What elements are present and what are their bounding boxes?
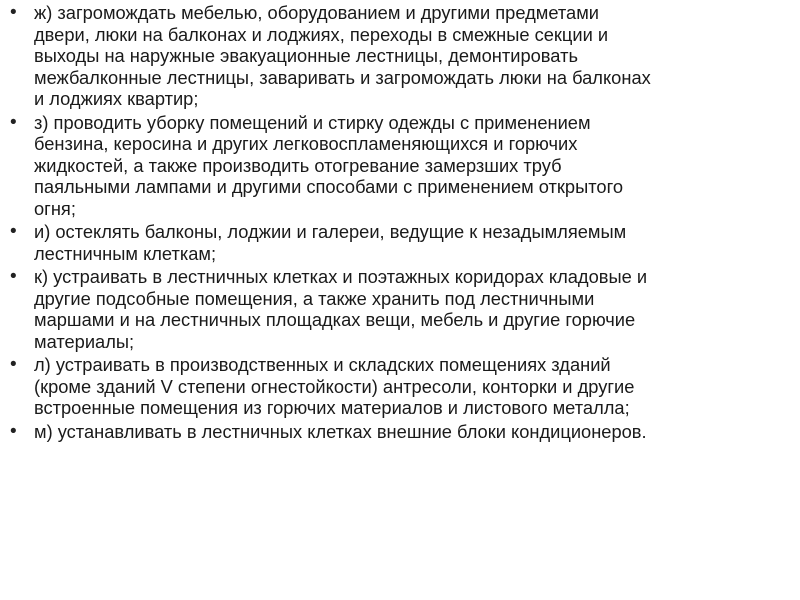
text-line: к) устраивать в лестничных клетках и поэтажных коридорах кладовые и xyxy=(34,266,648,287)
bullet-icon: • xyxy=(10,266,17,287)
text-line: ж) загромождать мебелью, оборудованием и другими предметами xyxy=(34,2,600,23)
text-line: встроенные помещения из горючих материалов и листового металла; xyxy=(34,397,630,418)
bullet-icon: • xyxy=(10,111,17,133)
text-line: жидкостей, а также производить отогревание замерзших труб xyxy=(34,154,562,176)
list-item-text xyxy=(34,421,796,443)
list-item-zh xyxy=(10,2,796,110)
text-line: и лоджиях квартир; xyxy=(34,88,199,109)
text-line: лестничным клеткам; xyxy=(34,242,217,264)
text-line: бензина, керосина и других легковоспламеняющихся и горючих xyxy=(34,133,578,154)
text-line: и) остеклять балконы, лоджии и галереи, ведущие к незадымляемым xyxy=(34,221,627,242)
text-line: м) устанавливать в лестничных клетках внешние блоки кондиционеров. xyxy=(34,420,647,442)
bullet-list xyxy=(10,2,796,444)
text-line: л) устраивать в производственных и складских помещениях зданий xyxy=(34,354,611,375)
list-item-text xyxy=(34,112,796,220)
text-line: огня; xyxy=(34,197,76,219)
text-line: маршами и на лестничных площадках вещи, мебель и другие горючие xyxy=(34,309,636,330)
bullet-icon: • xyxy=(10,354,17,375)
list-item-text xyxy=(34,2,796,110)
text-line: паяльными лампами и другими способами с применением открытого xyxy=(34,176,624,197)
bullet-icon: • xyxy=(10,2,17,23)
text-line: другие подсобные помещения, а также хранить под лестничными xyxy=(34,287,595,309)
text-line: материалы; xyxy=(34,330,135,352)
text-line: двери, люки на балконах и лоджиях, переходы в смежные секции и xyxy=(34,23,609,45)
list-item-l xyxy=(10,354,796,419)
list-item-k xyxy=(10,266,796,352)
text-line: з) проводить уборку помещений и стирку одежды с применением xyxy=(34,111,591,133)
text-line: межбалконные лестницы, заваривать и загромождать люки на балконах xyxy=(34,66,651,88)
bullet-icon: • xyxy=(10,221,17,242)
text-line: (кроме зданий V степени огнестойкости) антресоли, конторки и другие xyxy=(34,375,635,397)
list-item-z xyxy=(10,112,796,220)
list-item-text xyxy=(34,221,796,264)
list-item-m xyxy=(10,421,796,443)
text-line: выходы на наружные эвакуационные лестницы, демонтировать xyxy=(34,45,578,66)
list-item-text xyxy=(34,354,796,419)
bullet-icon: • xyxy=(10,420,17,442)
list-item-text xyxy=(34,266,796,352)
list-item-i xyxy=(10,221,796,264)
